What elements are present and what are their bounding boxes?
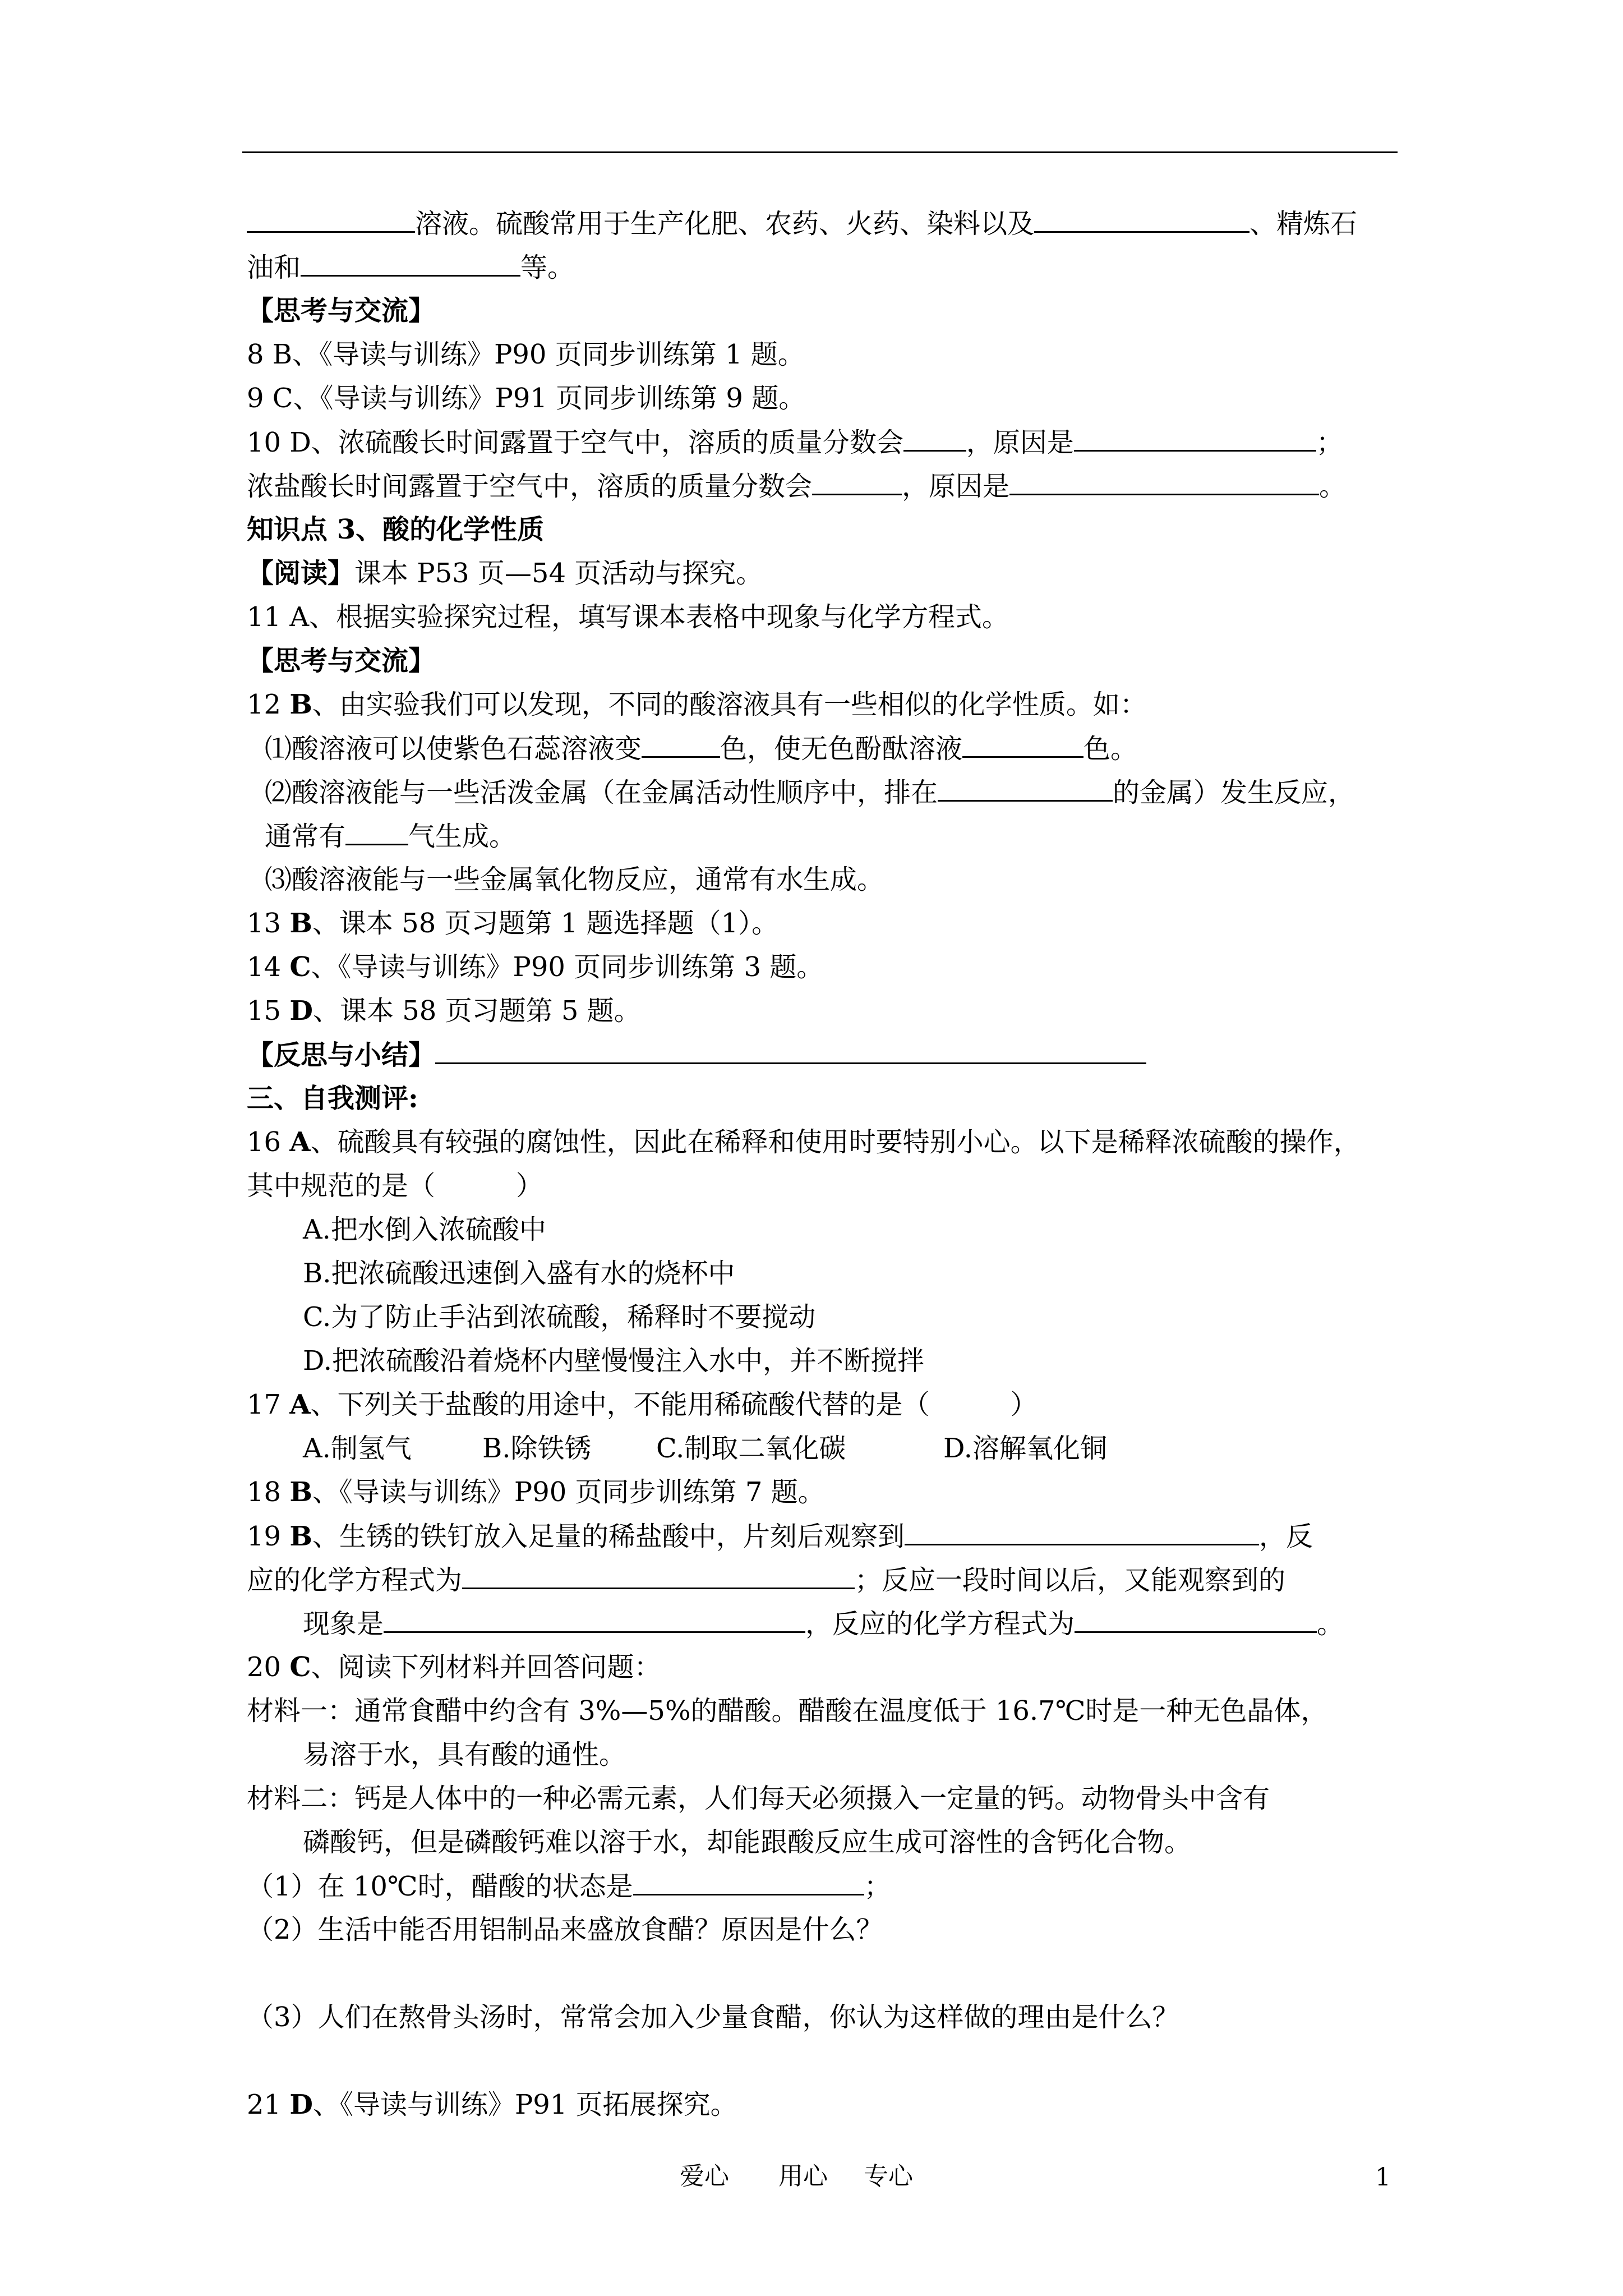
text: 12 (247, 689, 290, 720)
text: ；反应一段时间以后，又能观察到的 (855, 1565, 1286, 1596)
text: 19 (247, 1521, 290, 1552)
level: B (289, 689, 312, 720)
sub-question-3: （3）人们在熬骨头汤时，常常会加入少量食醋，你认为这样做的理由是什么？ (247, 2001, 1179, 2033)
text: ⑵酸溶液能与一些活泼金属（在金属活动性顺序中，排在 (265, 777, 938, 808)
question-11: 11 A、根据实验探究过程，填写课本表格中现象与化学方程式。 (247, 601, 1009, 633)
text: ，反 (1258, 1521, 1313, 1552)
question-13 (247, 907, 1399, 940)
q16-option-b: B.把浓硫酸迅速倒入盛有水的烧杯中 (303, 1258, 735, 1289)
question-19-cont-2 (303, 1607, 1399, 1641)
blank[interactable] (633, 1869, 864, 1895)
reflection-line (247, 1038, 1399, 1072)
blank[interactable] (384, 1607, 805, 1633)
level: D (289, 995, 313, 1027)
text: 色，使无色酚酞溶液 (720, 733, 963, 765)
text: 现象是 (303, 1608, 384, 1640)
question-19-cont (247, 1563, 1399, 1597)
blank[interactable] (435, 1038, 1146, 1064)
material-2: 材料二：钙是人体中的一种必需元素，人们每天必须摄入一定量的钙。动物骨头中含有 (247, 1783, 1270, 1814)
text: 应的化学方程式为 (247, 1565, 463, 1596)
text: ； (1316, 427, 1343, 458)
line-2 (247, 250, 1399, 284)
text: 、阅读下列材料并回答问题： (311, 1651, 661, 1683)
sub-question-2: （2）生活中能否用铝制品来盛放食醋？原因是什么？ (247, 1914, 883, 1945)
blank[interactable] (812, 469, 902, 495)
q16-option-c: C.为了防止手沾到浓硫酸，稀释时不要搅动 (303, 1301, 816, 1333)
text: 等。 (520, 252, 575, 283)
blank[interactable] (1075, 1607, 1317, 1633)
text: 、课本 58 页习题第 5 题。 (312, 995, 641, 1027)
text: 、课本 58 页习题第 1 题选择题（1）。 (312, 908, 779, 939)
q17-option-a: A.制氢气 (303, 1433, 412, 1464)
heading-think-2: 【思考与交流】 (247, 645, 436, 677)
knowledge-point-3: 知识点 3、酸的化学性质 (247, 514, 545, 545)
heading-think-1: 【思考与交流】 (247, 295, 436, 326)
level: A (289, 1389, 311, 1420)
text: 15 (247, 995, 290, 1027)
text: 的金属）发生反应， (1113, 777, 1355, 808)
text: 、硫酸具有较强的腐蚀性，因此在稀释和使用时要特别小心。以下是稀释浓硫酸的操作， (310, 1126, 1361, 1158)
question-18 (247, 1475, 1399, 1509)
blank[interactable] (301, 250, 520, 277)
question-21 (247, 2088, 1399, 2122)
text: 气生成。 (408, 821, 517, 852)
level: A (289, 1126, 311, 1158)
question-20 (247, 1650, 1399, 1684)
text: 【反思与小结】 (247, 1039, 436, 1071)
q16-option-a: A.把水倒入浓硫酸中 (303, 1214, 546, 1245)
header-rule (242, 151, 1398, 153)
property-2-cont (265, 819, 1399, 853)
text: 通常有 (265, 821, 346, 852)
text: 21 (247, 2089, 290, 2120)
section-3-heading: 三、自我测评: (247, 1083, 418, 1114)
question-16 (247, 1125, 1399, 1159)
text: 。 (1317, 1608, 1344, 1640)
text: 17 (247, 1389, 290, 1420)
text: ，原因是 (902, 471, 1010, 502)
blank[interactable] (903, 425, 966, 452)
property-2 (265, 775, 1399, 809)
text: 14 (247, 951, 290, 983)
question-10-cont (247, 469, 1399, 503)
text: 、《导读与训练》P91 页拓展探究。 (312, 2089, 737, 2120)
blank[interactable] (247, 206, 415, 233)
question-14 (247, 950, 1399, 984)
text: 浓盐酸长时间露置于空气中，溶质的质量分数会 (247, 471, 813, 502)
question-12 (247, 688, 1399, 721)
text: 20 (247, 1651, 290, 1683)
footer-text-3: 专心 (864, 2162, 913, 2191)
question-10 (247, 425, 1399, 459)
reading-line (247, 556, 1399, 590)
level: B (289, 908, 312, 939)
question-19 (247, 1519, 1399, 1553)
text: ⑴酸溶液可以使紫色石蕊溶液变 (265, 733, 642, 765)
level: C (289, 1651, 311, 1683)
blank[interactable] (962, 731, 1083, 758)
text: 、《导读与训练》P90 页同步训练第 7 题。 (312, 1476, 825, 1508)
blank[interactable] (905, 1519, 1259, 1545)
property-3: ⑶酸溶液能与一些金属氧化物反应，通常有水生成。 (265, 864, 884, 895)
question-9: 9 C、《导读与训练》P91 页同步训练第 9 题。 (247, 383, 806, 414)
question-8: 8 B、《导读与训练》P90 页同步训练第 1 题。 (247, 339, 805, 370)
blank[interactable] (345, 819, 408, 845)
text: 油和 (247, 252, 301, 283)
line-1 (247, 206, 1399, 241)
text: 色。 (1083, 733, 1138, 765)
text: 课本 P53 页—54 页活动与探究。 (354, 558, 763, 589)
q17-options (303, 1432, 1399, 1465)
question-17 (247, 1388, 1399, 1421)
level: B (289, 1476, 312, 1508)
q16-option-d: D.把浓硫酸沿着烧杯内壁慢慢注入水中，并不断搅拌 (303, 1345, 925, 1377)
text: 13 (247, 908, 290, 939)
text: ； (864, 1871, 891, 1902)
blank[interactable] (938, 775, 1113, 802)
blank[interactable] (1009, 469, 1319, 495)
text: 【阅读】 (247, 558, 355, 589)
text: 、精炼石 (1249, 208, 1358, 240)
q17-option-d: D.溶解氧化铜 (943, 1433, 1108, 1464)
question-16-cont: 其中规范的是（ ） (247, 1170, 543, 1202)
text: 18 (247, 1476, 290, 1508)
text: 16 (247, 1126, 290, 1158)
level: C (289, 951, 311, 983)
footer-text-1: 爱心 (680, 2162, 729, 2191)
text: 溶液。硫酸常用于生产化肥、农药、火药、染料以及 (415, 208, 1035, 240)
material-2-cont: 磷酸钙，但是磷酸钙难以溶于水，却能跟酸反应生成可溶性的含钙化合物。 (303, 1826, 1192, 1858)
text: 、生锈的铁钉放入足量的稀盐酸中，片刻后观察到 (312, 1521, 905, 1552)
text: 、下列关于盐酸的用途中，不能用稀硫酸代替的是（ ） (310, 1389, 1038, 1420)
text: 、《导读与训练》P90 页同步训练第 3 题。 (311, 951, 824, 983)
q17-option-b: B.除铁锈 (482, 1433, 592, 1464)
q17-option-c: C.制取二氧化碳 (656, 1433, 846, 1464)
level: B (289, 1521, 312, 1552)
property-1 (265, 731, 1399, 766)
material-1: 材料一：通常食醋中约含有 3%—5%的醋酸。醋酸在温度低于 16.7℃时是一种无色晶体， (247, 1695, 1328, 1727)
text: 、由实验我们可以发现，不同的酸溶液具有一些相似的化学性质。如： (312, 689, 1147, 720)
footer-text-2: 用心 (778, 2162, 828, 2191)
page-number: 1 (1375, 2163, 1391, 2192)
blank[interactable] (642, 731, 720, 758)
blank[interactable] (1074, 425, 1316, 452)
text: ，反应的化学方程式为 (805, 1608, 1075, 1640)
material-1-cont: 易溶于水，具有酸的通性。 (303, 1739, 626, 1770)
level: D (289, 2089, 313, 2120)
question-15 (247, 994, 1399, 1028)
text: 10 D、浓硫酸长时间露置于空气中，溶质的质量分数会 (247, 427, 903, 458)
blank[interactable] (462, 1563, 855, 1589)
text: ，原因是 (966, 427, 1074, 458)
text: （1）在 10℃时，醋酸的状态是 (247, 1871, 633, 1902)
blank[interactable] (1034, 206, 1249, 233)
sub-question-1 (247, 1869, 1399, 1903)
text: 。 (1319, 471, 1347, 502)
